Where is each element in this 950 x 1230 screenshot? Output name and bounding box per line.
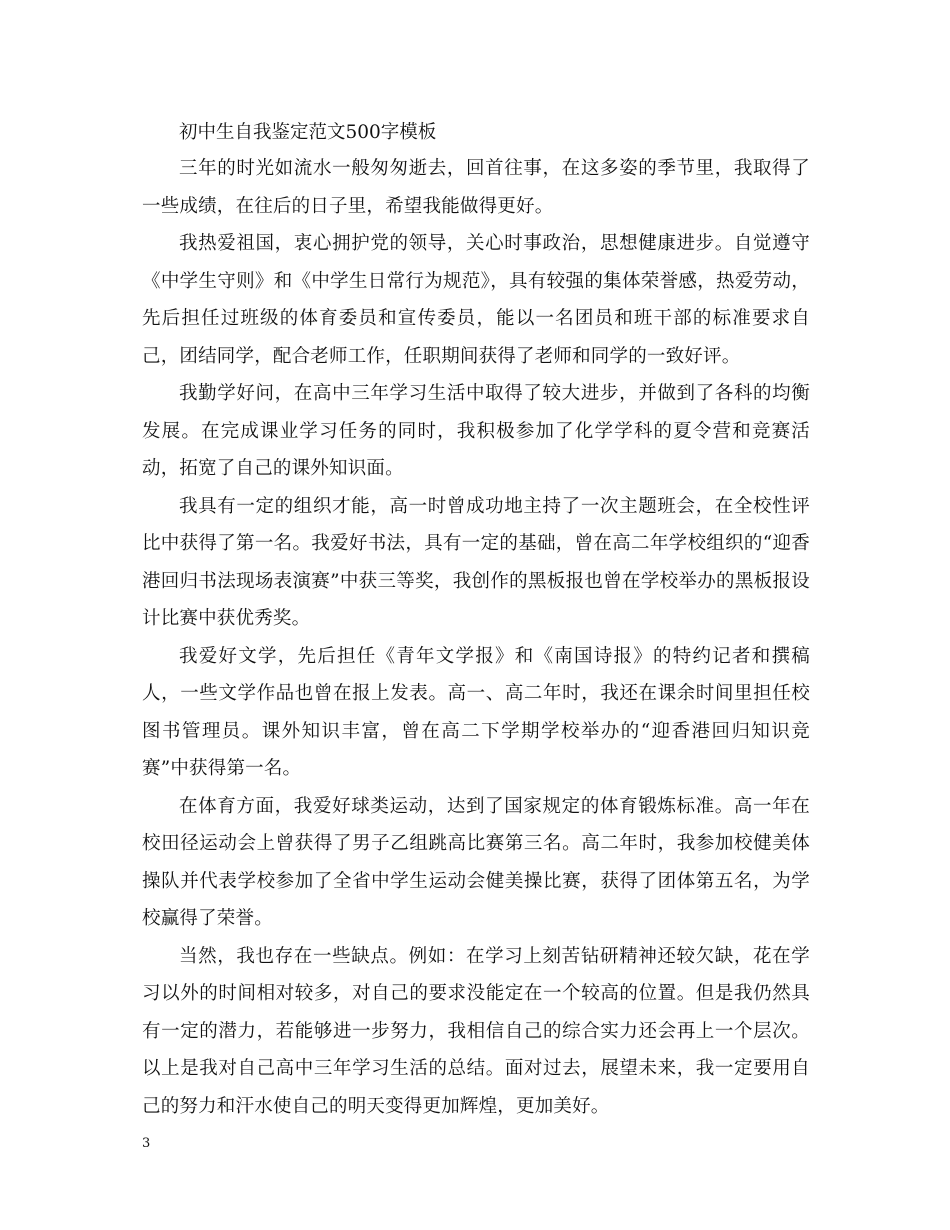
paragraph-literature: 我爱好文学，先后担任《青年文学报》和《南国诗报》的特约记者和撰稿人，一些文学作品也曾在报上发表。高一、高二年时，我还在课余时间里担任校图书管理员。课外知识丰富，曾在高二下学期学校举办的“迎香港回归知识竞赛”中获得第一名。	[142, 645, 810, 779]
document-body	[142, 116, 810, 1125]
paragraph-shortcomings: 当然，我也存在一些缺点。例如：在学习上刻苦钻研精神还较欠缺，花在学习以外的时间相对较多，对自己的要求没能定在一个较高的位置。但是我仍然具有一定的潜力，若能够进一步努力，我相信自己的综合实力还会再上一个层次。以上是我对自己高中三年学习生活的总结。面对过去，展望未来，我一定要用自己的努力和汗水使自己的明天变得更加辉煌，更加美好。	[142, 945, 810, 1117]
paragraph-sports: 在体育方面，我爱好球类运动，达到了国家规定的体育锻炼标准。高一年在校田径运动会上曾获得了男子乙组跳高比赛第三名。高二年时，我参加校健美体操队并代表学校参加了全省中学生运动会健美操比赛，获得了团体第五名，为学校赢得了荣誉。	[142, 795, 810, 929]
paragraph-patriotism: 我热爱祖国，衷心拥护党的领导，关心时事政治，思想健康进步。自觉遵守《中学生守则》和《中学生日常行为规范》，具有较强的集体荣誉感，热爱劳动，先后担任过班级的体育委员和宣传委员，能以一名团员和班干部的标准要求自己，团结同学，配合老师工作，任职期间获得了老师和同学的一致好评。	[142, 233, 810, 367]
paragraph-intro: 三年的时光如流水一般匆匆逝去，回首往事，在这多姿的季节里，我取得了一些成绩，在往后的日子里，希望我能做得更好。	[142, 158, 810, 217]
document-title: 初中生自我鉴定范文500字模板	[179, 122, 437, 143]
paragraph-study: 我勤学好问，在高中三年学习生活中取得了较大进步，并做到了各科的均衡发展。在完成课业学习任务的同时，我积极参加了化学学科的夏令营和竞赛活动，拓宽了自己的课外知识面。	[142, 383, 810, 479]
paragraph-organization: 我具有一定的组织才能，高一时曾成功地主持了一次主题班会，在全校性评比中获得了第一名。我爱好书法，具有一定的基础，曾在高二年学校组织的“迎香港回归书法现场表演赛”中获三等奖，我创作的黑板报也曾在学校举办的黑板报设计比赛中获优秀奖。	[142, 495, 810, 629]
page-number: 3	[142, 1136, 151, 1151]
